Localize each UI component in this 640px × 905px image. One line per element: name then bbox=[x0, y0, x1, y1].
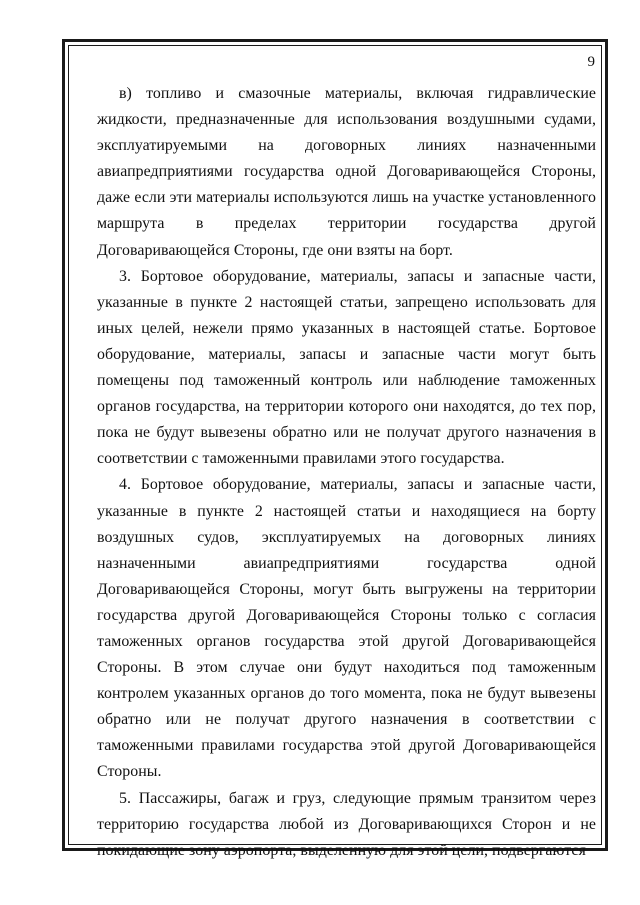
paragraph-clause-3: 3. Бортовое оборудование, материалы, запасы и запасные части, указанные в пункте 2 настоящей статьи, запрещено использовать для иных целей, нежели прямо указанных в настоящей статье. Бортовое оборудование, материалы, запасы и запасные части могут быть помещены под таможенный контроль или наблюдение таможенных органов государства, на территории которого они находятся, до тех пор, пока не будут вывезены обратно или не получат другого назначения в соответствии с таможенными правилами этого государства. bbox=[97, 267, 596, 468]
paragraph-subclause-v: в) топливо и смазочные материалы, включая гидравлические жидкости, предназначенные для использования воздушными судами, эксплуатируемыми на договорных линиях назначенными авиапредприятиями государства одной Договаривающейся Стороны, даже если эти материалы используются лишь на участке установленного маршрута в пределах территории государства другой Договаривающейся Стороны, где они взяты на борт. bbox=[97, 85, 596, 259]
paragraph-clause-5: 5. Пассажиры, багаж и груз, следующие прямым транзитом через территорию государства любой из Договаривающихся Сторон и не покидающие зону аэропорта, выделенную для этой цели, подвергаются bbox=[97, 789, 596, 859]
paragraph-clause-4: 4. Бортовое оборудование, материалы, запасы и запасные части, указанные в пункте 2 настоящей статьи и находящиеся на борту воздушных судов, эксплуатируемых на договорных линиях назначенными авиапредприятиями государства одной Договаривающейся Стороны, могут быть выгружены на территории государства другой Договаривающейся Стороны только с согласия таможенных органов государства этой другой Договаривающейся Стороны. В этом случае они будут находиться под таможенным контролем указанных органов до того момента, пока не будут вывезены обратно или не получат другого назначения в соответствии с таможенными правилами государства этой другой Договаривающейся Стороны. bbox=[97, 476, 596, 781]
page-number: 9 bbox=[587, 54, 595, 70]
document-body bbox=[97, 81, 596, 864]
